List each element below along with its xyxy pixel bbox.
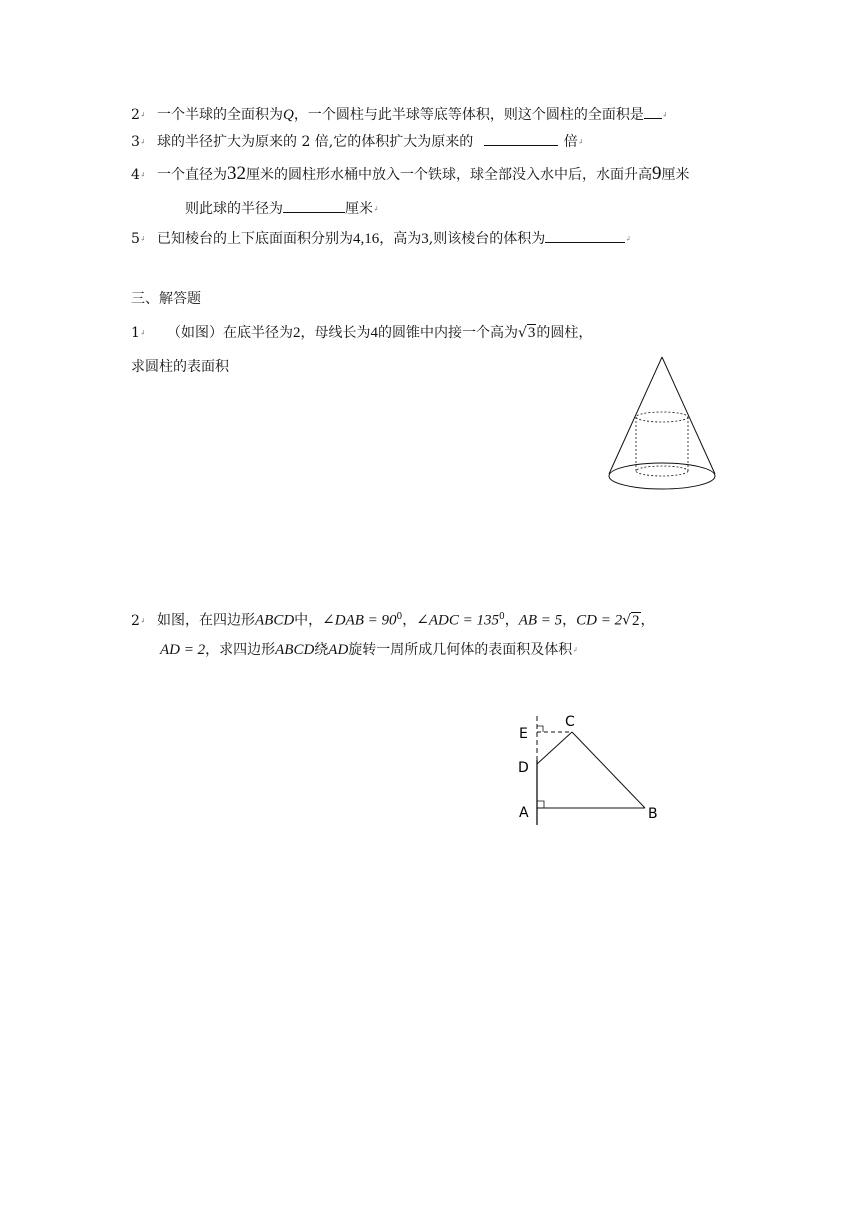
math-Q: Q <box>283 107 294 123</box>
question-4: 4↲ 一个直径为32厘米的圆柱形水桶中放入一个铁球，球全部没入水中后，水面升高9厘米 <box>131 163 690 184</box>
solve-question-2-line-2: AD = 2，求四边形ABCD绕AD旋转一周所成几何体的表面积及体积↲ <box>160 642 579 658</box>
cone-left-edge <box>609 357 662 474</box>
label-E: E <box>519 726 528 742</box>
answer-blank <box>484 131 558 146</box>
question-number: 2↲ <box>131 612 146 629</box>
cone-base <box>609 463 715 489</box>
solve-question-1: 1↲ （如图）在底半径为2，母线长为4的圆锥中内接一个高为√3的圆柱， <box>131 325 593 341</box>
solve-question-2: 2↲ 如图，在四边形ABCD中，∠DAB = $90^0$，∠ADC = $135^0$，AB = 5，CD = 2√2， <box>131 612 655 629</box>
sqrt-symbol: √ <box>518 325 527 341</box>
answer-blank <box>283 198 345 213</box>
question-5: 5↲ 已知棱台的上下底面面积分别为4,16，高为3,则该棱台的体积为 ↲ <box>131 228 631 249</box>
right-angle-A <box>537 801 544 808</box>
answer-blank <box>644 104 662 119</box>
label-B: B <box>648 806 658 822</box>
segment-BC <box>572 732 645 808</box>
question-number: 5↲ <box>131 231 146 247</box>
label-A: A <box>519 805 529 821</box>
answer-blank <box>545 228 625 243</box>
quadrilateral-figure <box>510 708 670 833</box>
cylinder-top <box>636 412 688 422</box>
question-4-line-2: 则此球的半径为 厘米↲ <box>185 198 379 219</box>
sqrt-symbol: √ <box>622 612 632 629</box>
cone-right-edge <box>662 357 715 474</box>
solve-question-1-line-2: 求圆柱的表面积 <box>131 359 229 375</box>
question-number: 1↲ <box>131 325 146 341</box>
segment-CD <box>537 732 572 764</box>
label-C: C <box>565 714 575 730</box>
question-number: 4↲ <box>131 167 146 183</box>
question-number: 2↲ <box>131 107 146 123</box>
question-2: 2↲ 一个半球的全面积为Q，一个圆柱与此半球等底等体积，则这个圆柱的全面积是 ↲ <box>131 104 668 125</box>
question-number: 3↲ <box>131 134 146 150</box>
right-angle-E <box>537 726 543 732</box>
section-title: 三、解答题 <box>131 291 201 307</box>
question-3: 3↲ 球的半径扩大为原来的 2 倍,它的体积扩大为原来的 倍↲ <box>131 131 584 152</box>
cone-cylinder-figure <box>600 350 730 495</box>
label-D: D <box>518 760 529 776</box>
cylinder-bottom <box>636 466 688 476</box>
